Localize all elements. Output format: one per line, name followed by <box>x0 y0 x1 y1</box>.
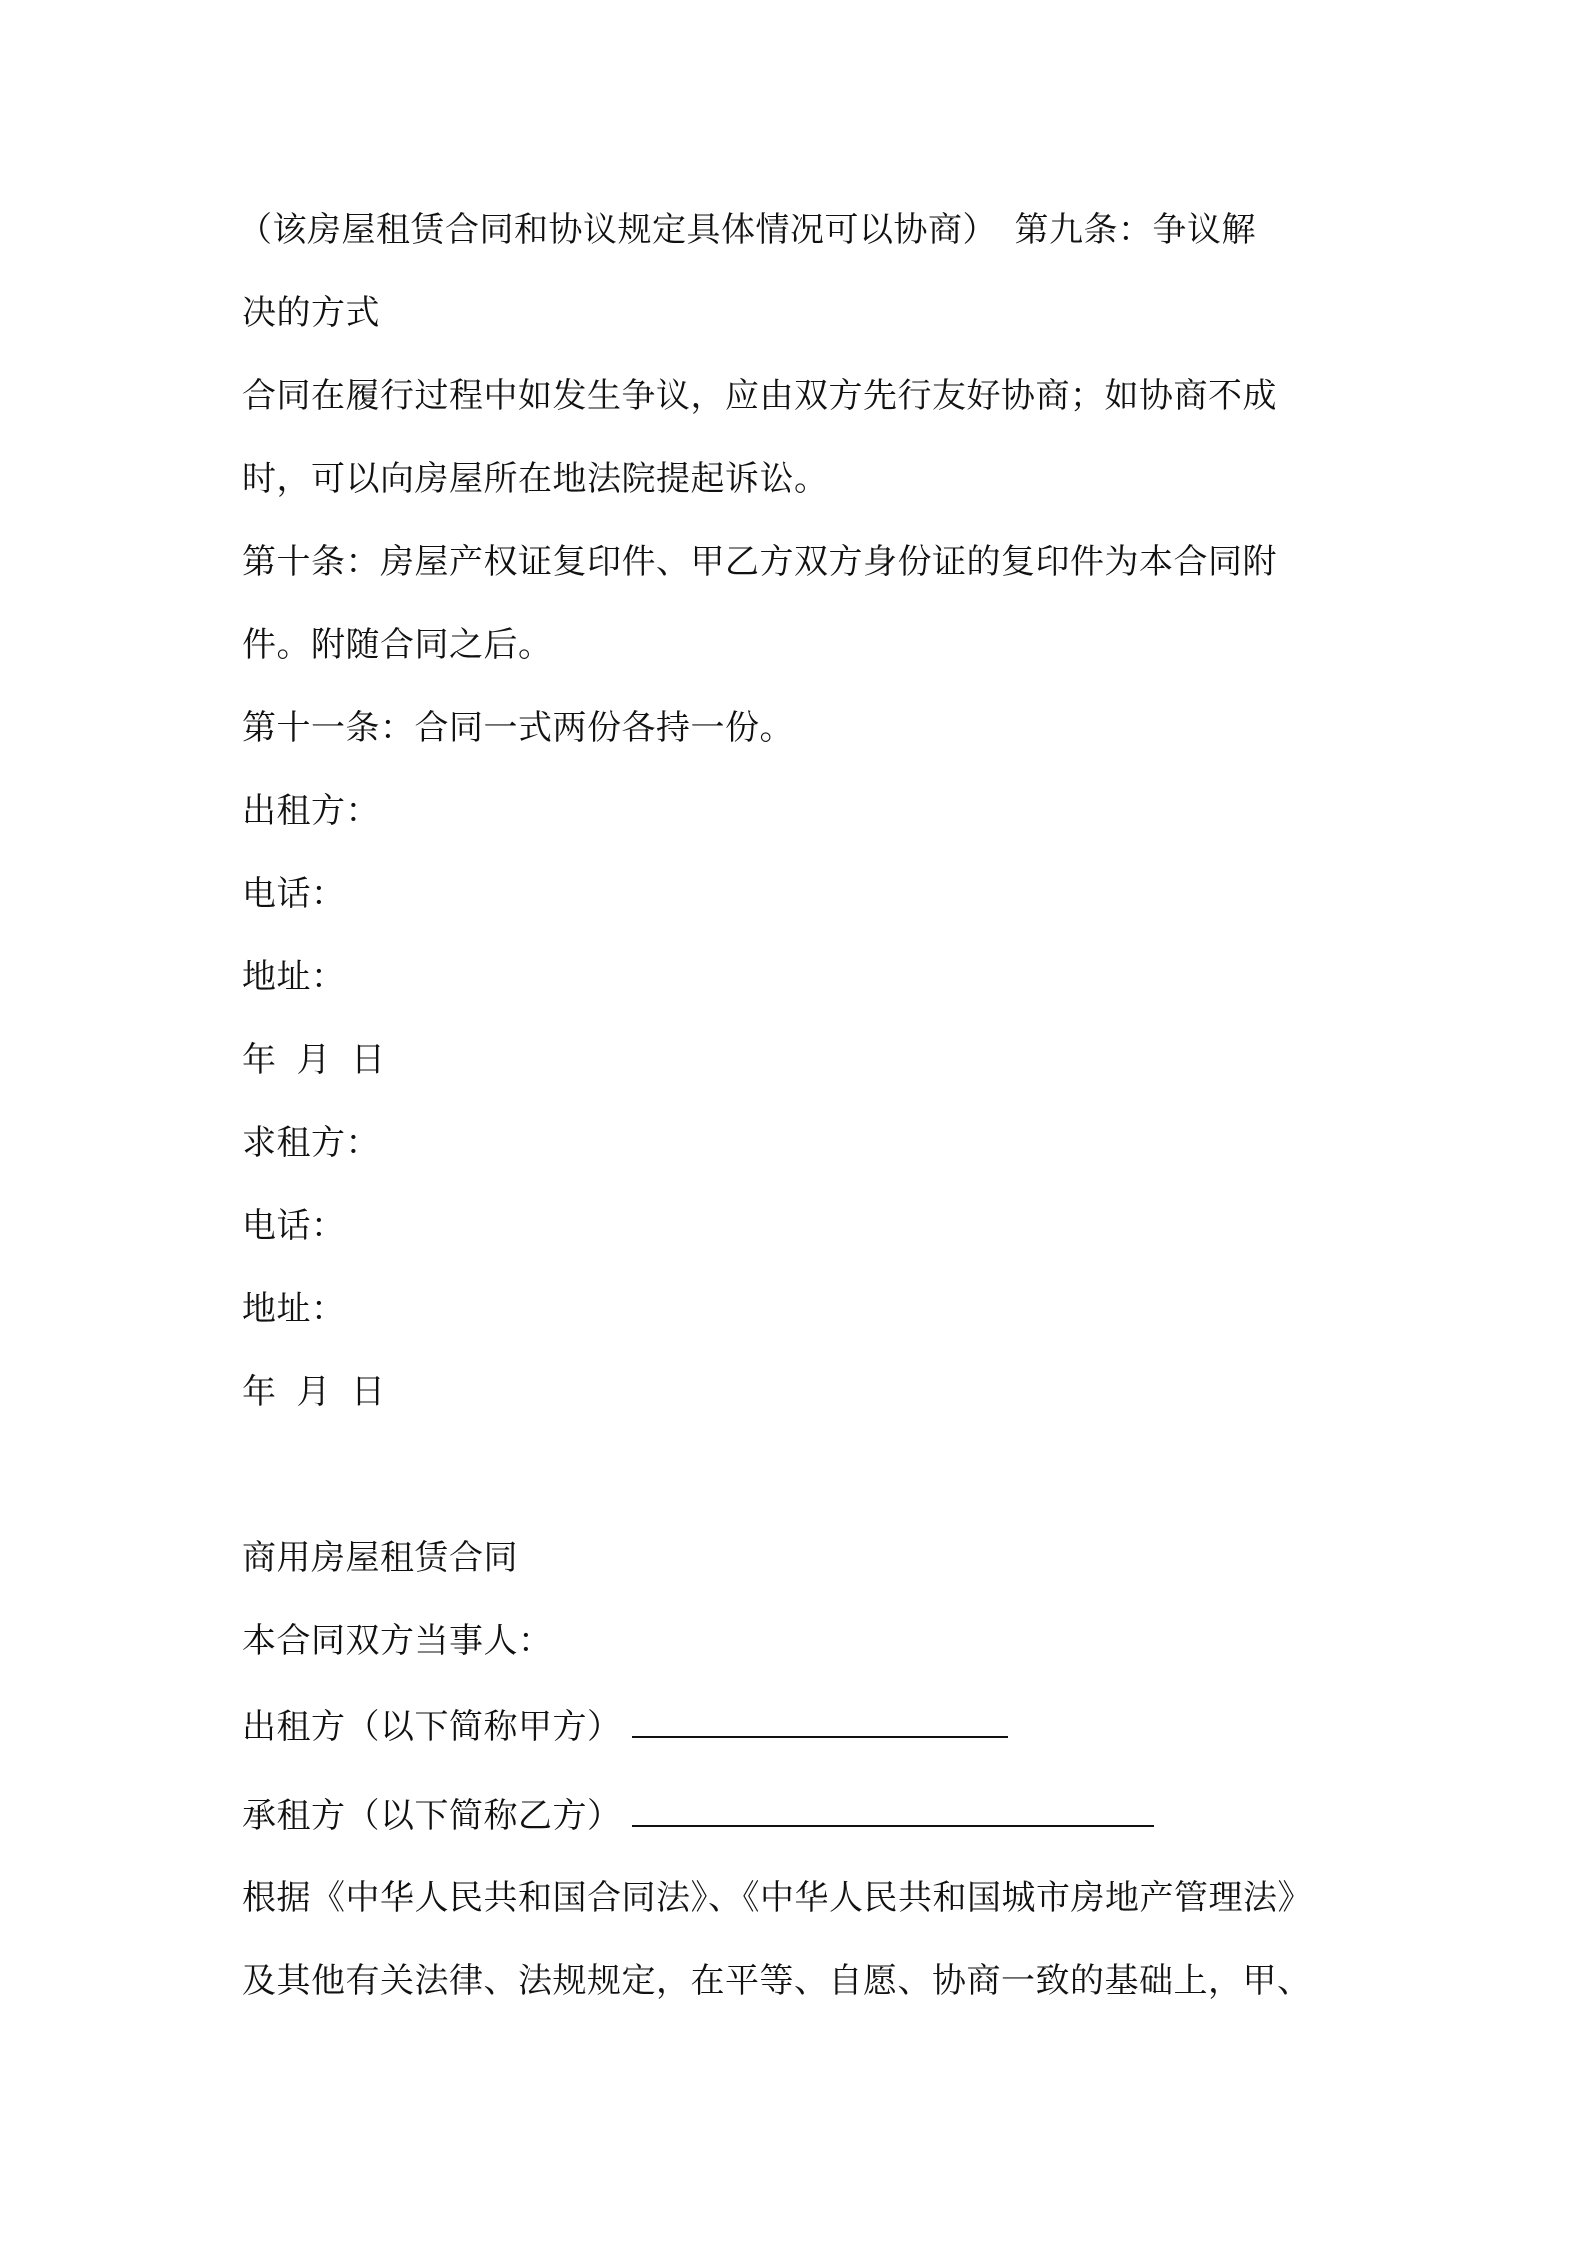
tenant-date <box>242 1367 386 1417</box>
clause-10-line-2: 件。附随合同之后。 <box>242 625 553 665</box>
party-b-blank <box>632 1819 1154 1827</box>
party-a-label: 出租方（以下简称甲方） <box>242 1707 622 1747</box>
clause-11: 第十一条：合同一式两份各持一份。 <box>242 708 794 748</box>
clause-10-line-1: 第十条：房屋产权证复印件、甲乙方双方身份证的复印件为本合同附 <box>242 542 1277 582</box>
party-a-line <box>242 1702 1008 1752</box>
basis-line-1: 根据《中华人民共和国合同法》、《中华人民共和国城市房地产管理法》 <box>242 1878 1312 1918</box>
tenant-address-label: 地址： <box>242 1289 346 1329</box>
date-day: 日 <box>351 1372 386 1412</box>
tenant-seeker-label: 求租方： <box>242 1123 380 1163</box>
date-month: 月 <box>296 1372 331 1412</box>
clause-9-body-line-1: 合同在履行过程中如发生争议，应由双方先行友好协商；如协商不成 <box>242 376 1277 416</box>
clause-9-body-line-2: 时，可以向房屋所在地法院提起诉讼。 <box>242 459 829 499</box>
lessor-address-label: 地址： <box>242 957 346 997</box>
lessor-phone-label: 电话： <box>242 874 346 914</box>
basis-line-2: 及其他有关法律、法规规定，在平等、自愿、协商一致的基础上，甲、 <box>242 1961 1312 2001</box>
clause-9-heading-line-1: （该房屋租赁合同和协议规定具体情况可以协商） 第九条：争议解 <box>238 210 1256 250</box>
date-year: 年 <box>242 1372 277 1412</box>
date-month: 月 <box>296 1040 331 1080</box>
date-year: 年 <box>242 1040 277 1080</box>
date-day: 日 <box>351 1040 386 1080</box>
party-b-label: 承租方（以下简称乙方） <box>242 1796 622 1836</box>
party-b-line <box>242 1791 1154 1841</box>
section-title: 商用房屋租赁合同 <box>242 1538 518 1578</box>
clause-9-heading-line-2: 决的方式 <box>242 293 380 333</box>
parties-heading: 本合同双方当事人： <box>242 1621 553 1661</box>
lessor-date <box>242 1035 386 1085</box>
party-a-blank <box>632 1730 1008 1738</box>
lessor-label: 出租方： <box>242 791 380 831</box>
tenant-phone-label: 电话： <box>242 1206 346 1246</box>
